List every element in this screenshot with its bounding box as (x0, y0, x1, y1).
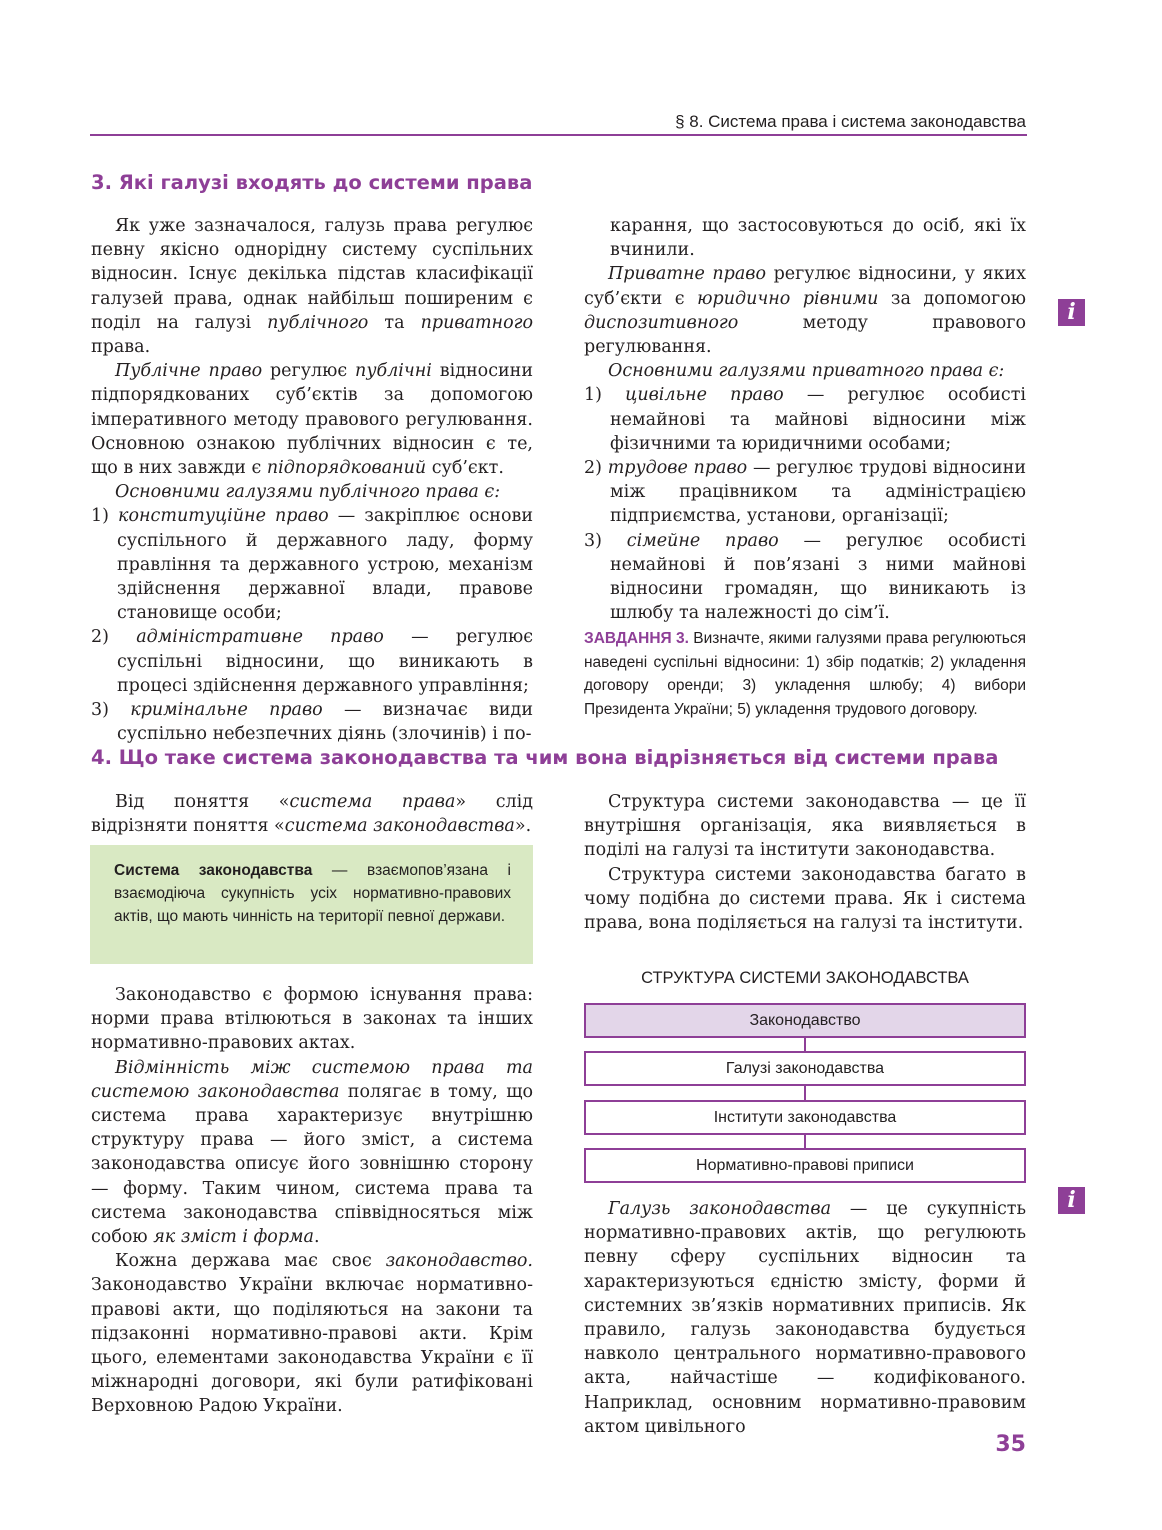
paragraph: Структура системи законодавства багато в чому подібна до системи права. Як і система права, вона поділяється на галузі та інститути. (584, 864, 1026, 934)
continued-text: карання, що застосовуються до осіб, які їх вчинили. (610, 216, 1026, 261)
diagram-connector (804, 1086, 806, 1101)
paragraph: Галузь законодавства — це сукупність нормативно-правових актів, що регулюють певну сферу суспільних відносин та характеризуються єдністю змісту, форми й системних зв’язків нормативних приписів. Як правило, галузь законодавства будується навколо центрального нормативно-правового акта, найчастіше — кодифікованого. Наприклад, основним нормативно-правовим актом цивільного (584, 1199, 1026, 1437)
paragraph: Приватне право регулює відносини, у яких суб’єкти є юридично рівними за допомогою диспозитивного методу правового регулювання. (584, 264, 1026, 358)
list-item: 1) цивільне право — регулює особисті немайнові та майнові відносини між фізичними та юридичними особами; (584, 385, 1026, 454)
diagram-title: СТРУКТУРА СИСТЕМИ ЗАКОНОДАВСТВА (641, 969, 969, 987)
paragraph: Законодавство є формою існування права: норми права втілюються в законах та інших нормативно-правових актах. (91, 985, 533, 1054)
info-icon: i (1058, 1187, 1085, 1214)
list-item: 3) кримінальне право — визначає види суспільно небезпечних діянь (злочинів) і по- (91, 700, 533, 745)
list-item: 3) сімейне право — регулює особисті немайнові й пов’язані з ними майнові відносини громадян, що виникають із шлюбу та належності до сім’ї. (584, 530, 1026, 624)
section-3-right-column (584, 214, 1026, 625)
section-4-right-column-bottom (584, 1197, 1026, 1439)
paragraph: Від поняття «система права» слід відрізняти поняття «система законодавства». (91, 792, 534, 837)
page-number: 35 (995, 1432, 1026, 1457)
section-4-right-column-top (584, 790, 1026, 935)
paragraph: Кожна держава має своє законодавство. Законодавство України включає нормативно-правові акти, що поділяються на закони та підзаконні нормативно-правові акти. Крім цього, елементами законодавства України є її міжнародні договори, які були ратифіковані Верховною Радою України. (91, 1251, 533, 1417)
paragraph: Структура системи законодавства — це її внутрішня організація, яка виявляється в поділі на галузі та інститути законодавства. (584, 792, 1026, 861)
list-heading: Основними галузями публічного права є: (115, 482, 501, 503)
list-heading: Основними галузями приватного права є: (608, 361, 1005, 382)
section-4-title: 4. Що таке система законодавства та чим вона відрізняється від системи права (91, 746, 999, 769)
section-4-left-column (91, 983, 533, 1419)
diagram-box-prescriptions: Нормативно-правові приписи (584, 1148, 1026, 1183)
task-3: ЗАВДАННЯ 3. Визначте, якими галузями права регулюються наведені суспільні відносини: 1) збір податків; 2) укладення договору оренди; 3) укладення шлюбу; 4) вибори Президента України; 5) укладення трудового договору. (584, 630, 1027, 718)
definition-box: Система законодавства — взаємопов’язана і взаємодіюча сукупність усіх нормативно-правових актів, що мають чинність на території певної держави. (90, 845, 533, 964)
info-icon: i (1058, 299, 1085, 326)
diagram-box-branches: Галузі законодавства (584, 1051, 1026, 1086)
paragraph: Публічне право регулює публічні відносини підпорядкованих суб’єктів за допомогою імперативного методу правового регулювання. Основною ознакою публічних відносин є те, що в них завжди є підпорядкований суб’єкт. (91, 361, 533, 479)
diagram-box-institutes: Інститути законодавства (584, 1100, 1026, 1135)
running-header: § 8. Система права і система законодавства (675, 112, 1026, 131)
section-3-title: 3. Які галузі входять до системи права (91, 171, 533, 194)
section-4-intro (91, 790, 533, 838)
paragraph: Відмінність між системою права та системою законодавства полягає в тому, що система права характеризує внутрішню структуру права — його зміст, а система законодавства описує його зовнішню сторону — форму. Таким чином, система права та система законодавства співвідносяться між собою як зміст і форма. (91, 1057, 534, 1248)
paragraph: Як уже зазначалося, галузь права регулює певну якісно однорідну систему суспільних відносин. Існує декілька підстав класифікації галузей права, однак найбільш поширеним є поділ на галузі публічного та приватного права. (91, 216, 533, 358)
header-divider (90, 134, 1027, 136)
diagram-box-legislation: Законодавство (584, 1003, 1026, 1038)
section-3-left-column (91, 214, 533, 746)
list-item: 1) конституційне право — закріплює основи суспільного й державного ладу, форму правління та державного устрою, механізм здійснення державної влади, правове становище особи; (91, 506, 533, 624)
list-item: 2) трудове право — регулює трудові відносини між працівником та адміністрацією підприємства, установи, організації; (584, 458, 1026, 527)
list-item: 2) адміністративне право — регулює суспільні відносини, що виникають в процесі здійснення державного управління; (91, 627, 533, 696)
